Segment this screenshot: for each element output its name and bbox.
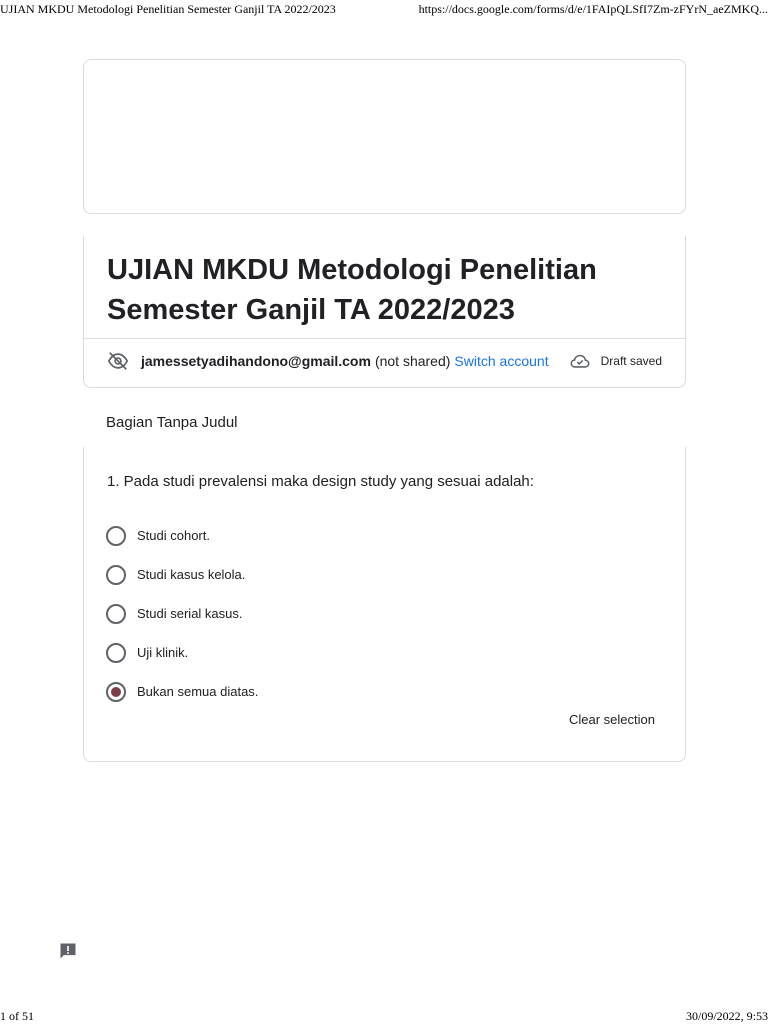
radio-button-selected[interactable] xyxy=(106,682,126,702)
visibility-off-icon xyxy=(107,350,129,372)
option-label: Bukan semua diatas. xyxy=(137,684,259,699)
clear-selection-button[interactable]: Clear selection xyxy=(569,712,655,727)
option-label: Uji klinik. xyxy=(137,645,189,660)
option-studi-kasus-kelola[interactable] xyxy=(106,555,258,594)
form-title-card xyxy=(83,236,686,388)
title-divider xyxy=(84,338,685,339)
radio-button[interactable] xyxy=(106,526,126,546)
print-footer xyxy=(0,1008,768,1024)
account-row xyxy=(107,349,662,373)
draft-status xyxy=(569,350,662,372)
option-studi-serial-kasus[interactable] xyxy=(106,594,258,633)
section-title: Bagian Tanpa Judul xyxy=(106,414,238,431)
print-header-title: UJIAN MKDU Metodologi Penelitian Semester Ganjil TA 2022/2023 xyxy=(0,2,336,16)
print-datetime: 30/09/2022, 9:53 xyxy=(685,1009,768,1023)
option-label: Studi kasus kelola. xyxy=(137,567,246,582)
options-list xyxy=(106,516,258,711)
form-title: UJIAN MKDU Metodologi Penelitian Semester Ganjil TA 2022/2023 xyxy=(107,254,597,326)
option-uji-klinik[interactable] xyxy=(106,633,258,672)
cloud-done-icon xyxy=(569,350,591,372)
print-header xyxy=(0,2,768,18)
option-label: Studi serial kasus. xyxy=(137,606,243,621)
not-shared-label: (not shared) xyxy=(374,353,451,369)
header-banner xyxy=(83,59,686,214)
account-email: jamessetyadihandono@gmail.com xyxy=(141,353,371,369)
radio-button[interactable] xyxy=(106,565,126,585)
option-studi-cohort[interactable] xyxy=(106,516,258,555)
switch-account-link[interactable]: Switch account xyxy=(454,353,549,369)
page-number: 1 of 51 xyxy=(0,1009,34,1023)
question-text: 1. Pada studi prevalensi maka design study yang sesuai adalah: xyxy=(107,473,534,490)
option-bukan-semua-diatas[interactable] xyxy=(106,672,258,711)
radio-button[interactable] xyxy=(106,643,126,663)
option-label: Studi cohort. xyxy=(137,528,210,543)
print-header-url: https://docs.google.com/forms/d/e/1FAIpQLSfI7Zm-zFYrN_aeZMKQ... xyxy=(418,2,768,16)
question-card xyxy=(83,447,686,762)
report-feedback-icon[interactable] xyxy=(58,941,78,961)
radio-button[interactable] xyxy=(106,604,126,624)
draft-status-label: Draft saved xyxy=(600,354,662,368)
